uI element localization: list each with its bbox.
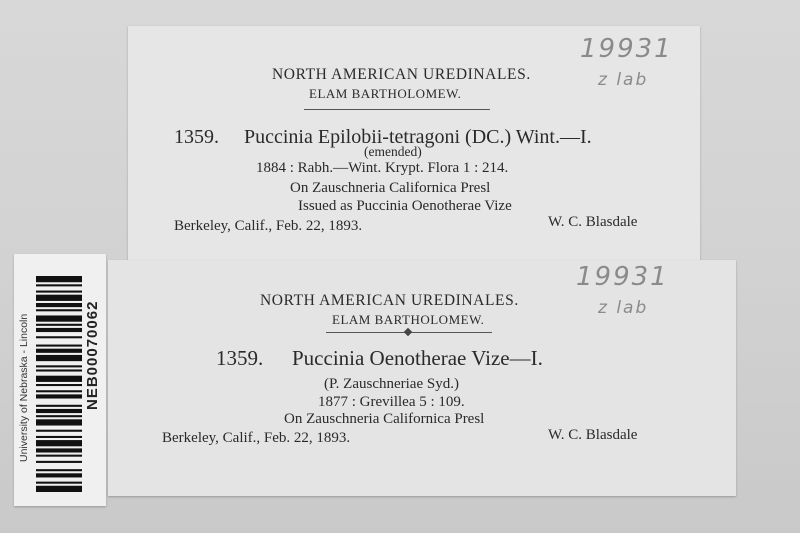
- issued-as: Issued as Puccinia Oenotherae Vize: [298, 198, 512, 214]
- barcode-bar: [36, 355, 82, 361]
- barcode-bar: [36, 365, 82, 367]
- locality-date: Berkeley, Calif., Feb. 22, 1893.: [162, 430, 351, 446]
- literature-reference: 1884 : Rabh.—Wint. Krypt. Flora 1 : 214.: [256, 160, 509, 176]
- species-name: Puccinia Oenotherae Vize—I.: [292, 346, 543, 370]
- barcode-bar: [36, 291, 82, 293]
- barcode-bar: [36, 369, 82, 371]
- barcode-bars: [36, 276, 82, 492]
- specimen-label-1: [128, 26, 700, 264]
- barcode-bar: [36, 469, 82, 471]
- label-header: NORTH AMERICAN UREDINALES.: [272, 66, 531, 83]
- collector-name: W. C. Blasdale: [548, 214, 638, 230]
- divider-ornament: [404, 328, 412, 336]
- barcode-bar: [36, 455, 82, 457]
- barcode-bar: [36, 376, 82, 382]
- barcode-bar: [36, 415, 82, 417]
- barcode-bar: [36, 482, 82, 484]
- barcode-bar: [36, 349, 82, 353]
- handwritten-note: z lab: [598, 70, 649, 90]
- institution-name: University of Nebraska - Lincoln: [18, 313, 30, 462]
- barcode-bar: [36, 448, 82, 452]
- barcode-bar: [36, 405, 82, 407]
- barcode-bar: [36, 276, 82, 282]
- barcode-code: NEB00070062: [84, 300, 101, 410]
- barcode-bar: [36, 473, 82, 477]
- barcode-bar: [36, 384, 82, 386]
- barcode-bar: [36, 324, 82, 326]
- barcode-bar: [36, 430, 82, 432]
- exsiccata-number: 1359.: [174, 126, 219, 148]
- label-collector: ELAM BARTHOLOMEW.: [332, 312, 485, 327]
- literature-reference: 1877 : Grevillea 5 : 109.: [318, 394, 465, 410]
- host-plant: On Zauschneria Californica Presl: [284, 411, 485, 427]
- handwritten-number: 19931: [580, 34, 673, 64]
- barcode-bar: [36, 409, 82, 413]
- barcode-bar: [36, 295, 82, 301]
- barcode-bar: [36, 440, 82, 446]
- host-plant: On Zauschneria Californica Presl: [290, 180, 491, 196]
- handwritten-number: 19931: [576, 262, 669, 292]
- collector-name: W. C. Blasdale: [548, 427, 638, 443]
- barcode-bar: [36, 436, 82, 438]
- locality-date: Berkeley, Calif., Feb. 22, 1893.: [174, 218, 363, 234]
- barcode-bar: [36, 486, 82, 492]
- emended-note: (emended): [364, 144, 422, 159]
- handwritten-note: z lab: [598, 298, 649, 318]
- barcode-bar: [36, 284, 82, 286]
- barcode-bar: [36, 309, 82, 311]
- divider: [304, 109, 490, 110]
- exsiccata-number: 1359.: [216, 346, 264, 370]
- label-collector: ELAM BARTHOLOMEW.: [309, 86, 462, 101]
- species-name: Puccinia Epilobii-tetragoni (DC.) Wint.—I.: [244, 126, 592, 148]
- barcode-bar: [36, 303, 82, 307]
- barcode-bar: [36, 345, 82, 347]
- barcode-bar: [36, 419, 82, 425]
- specimen-label-2: [108, 260, 736, 496]
- barcode-bar: [36, 394, 82, 398]
- barcode-bar: [36, 328, 82, 332]
- barcode-bar: [36, 336, 82, 338]
- label-header: NORTH AMERICAN UREDINALES.: [260, 292, 519, 309]
- barcode-bar: [36, 461, 82, 463]
- barcode-bar: [36, 315, 82, 321]
- barcode-bar: [36, 390, 82, 392]
- synonym: (P. Zauschneriae Syd.): [324, 376, 459, 392]
